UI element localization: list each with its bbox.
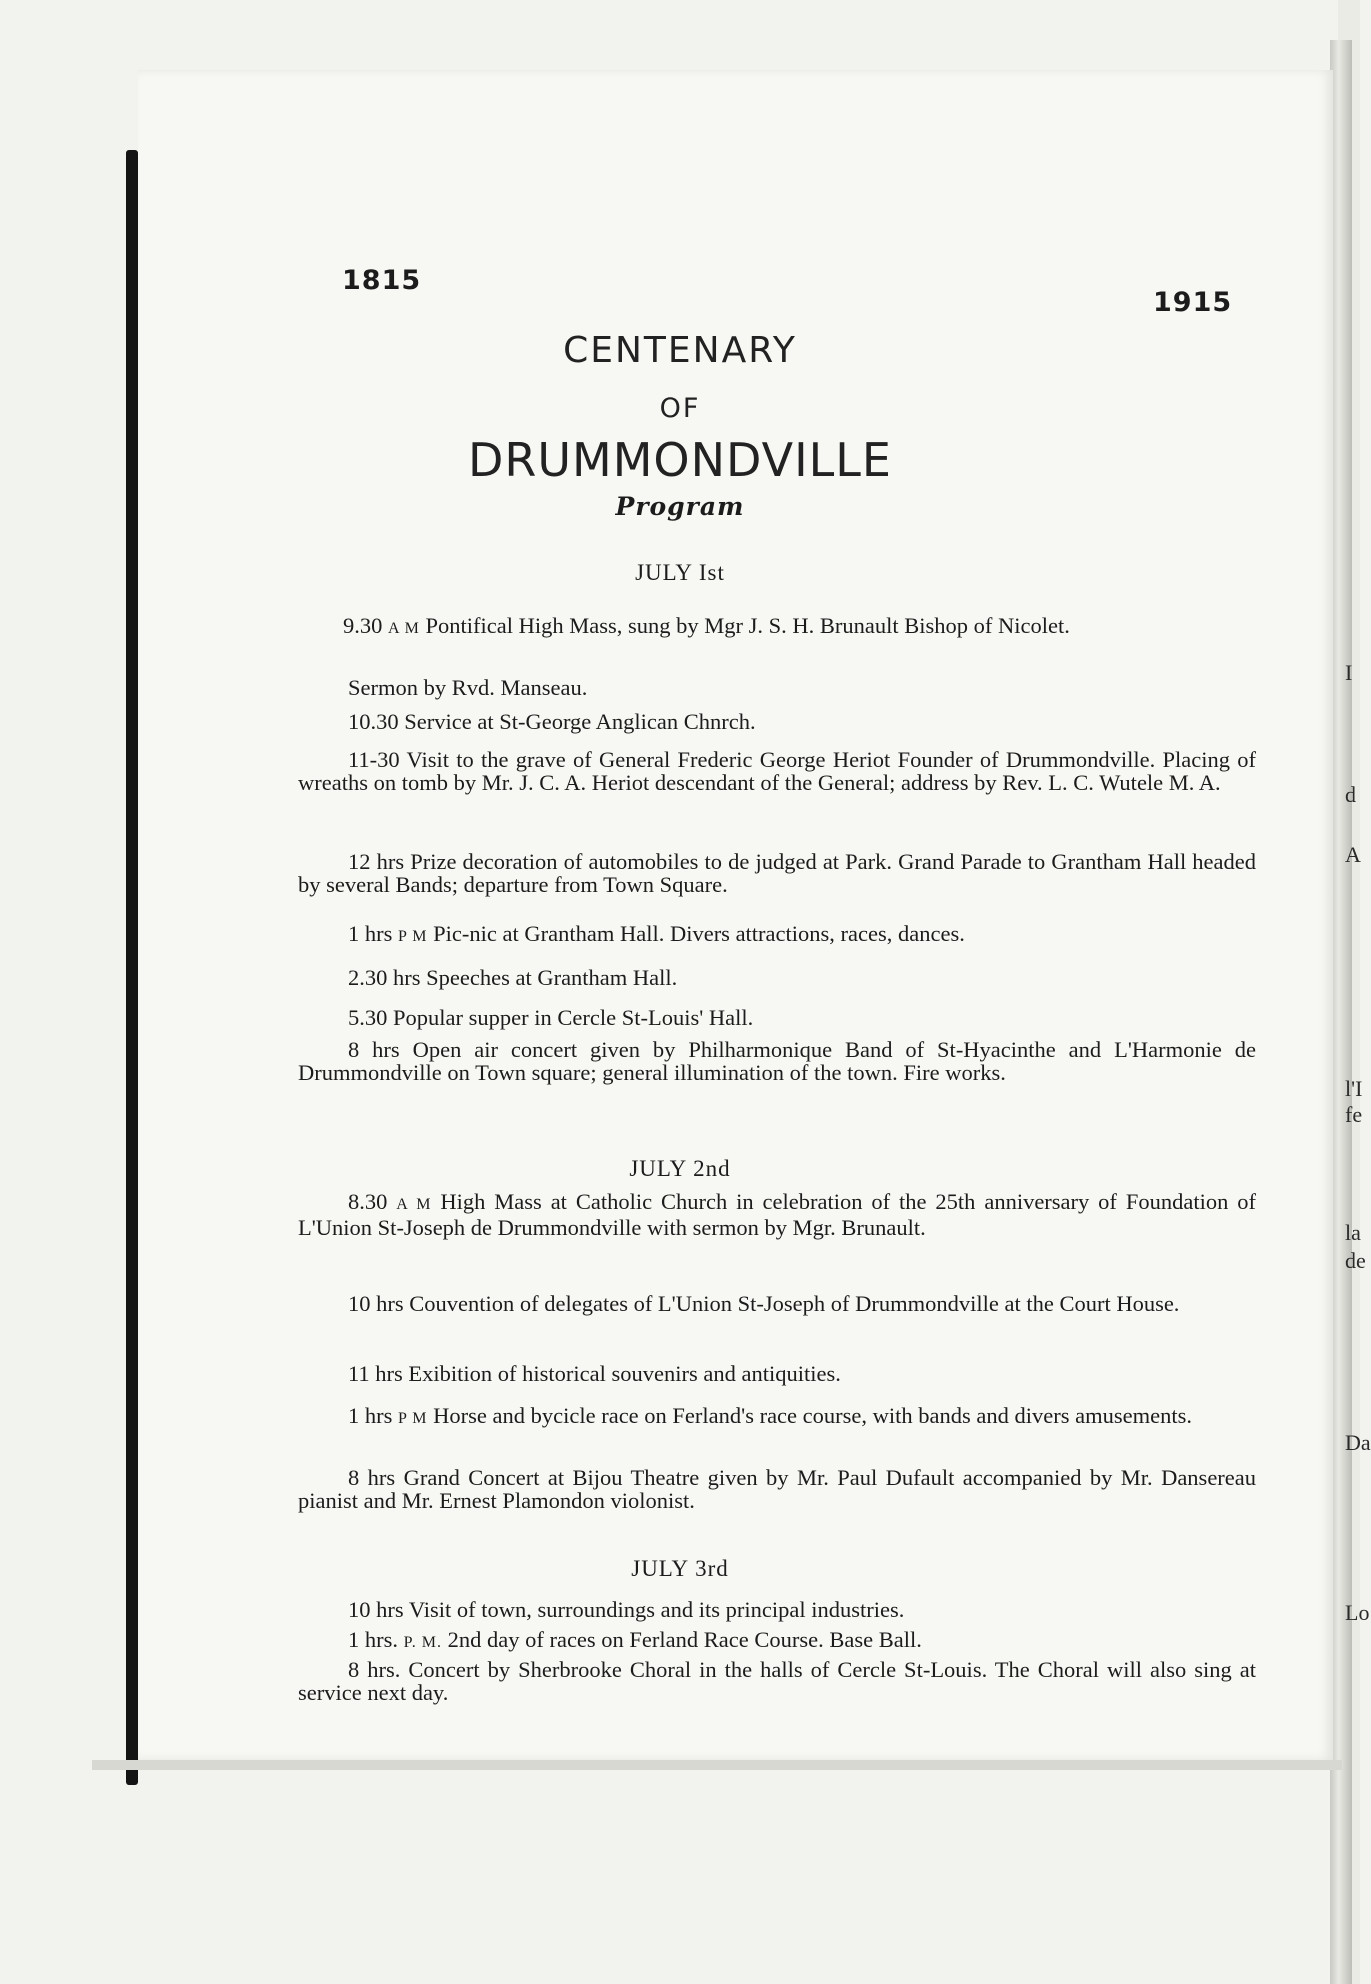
entry-time: 2.30 hrs xyxy=(348,965,421,990)
program-entry xyxy=(298,1362,1256,1385)
program-entry xyxy=(298,850,1256,896)
entry-text: Concert by Sherbrooke Choral in the halls of Cercle St-Louis. The Choral will also sing at service next day. xyxy=(298,1657,1257,1705)
program-entry xyxy=(298,748,1256,794)
program-entry xyxy=(298,1466,1256,1512)
entry-time: 8 hrs xyxy=(348,1465,396,1490)
entry-text: Horse and bycicle race on Ferland's race course, with bands and divers amusements. xyxy=(433,1403,1192,1428)
entry-text: Pontifical High Mass, sung by Mgr J. S. H. Brunault Bishop of Nicolet. xyxy=(425,613,1070,638)
entry-time: 12 hrs xyxy=(348,849,405,874)
entry-text: Prize decoration of automobiles to de judged at Park. Grand Parade to Grantham Hall headed by several Bands; departure from Town Square. xyxy=(298,849,1257,897)
edge-fragment: d xyxy=(1345,782,1356,807)
entry-time: 1 hrs xyxy=(348,921,393,946)
entry-text: Couvention of delegates of L'Union St-Joseph of Drummondville at the Court House. xyxy=(409,1291,1180,1316)
entry-text: High Mass at Catholic Church in celebration of the 25th anniversary of Foundation of L'Union St-Joseph de Drummondville with sermon by Mgr. Brunault. xyxy=(298,1189,1256,1240)
day-heading-july-2: JULY 2nd xyxy=(629,1156,731,1181)
entry-marker: P M xyxy=(398,928,428,945)
page-bottom-edge xyxy=(92,1760,1342,1770)
program-entry xyxy=(298,1598,1256,1621)
program-entry xyxy=(298,1658,1256,1704)
title-drummondville: DRUMMONDVILLE xyxy=(467,433,892,487)
entry-text: Pic-nic at Grantham Hall. Divers attractions, races, dances. xyxy=(433,921,965,946)
entry-marker: A M xyxy=(388,620,420,637)
entry-marker: P. M. xyxy=(403,1634,442,1651)
program-entry xyxy=(298,922,1256,948)
entry-marker: P M xyxy=(398,1410,428,1427)
program-entry xyxy=(298,1292,1256,1315)
program-entry xyxy=(298,1038,1256,1084)
year-left: 1815 xyxy=(342,265,422,296)
entry-marker: A M xyxy=(396,1196,432,1213)
day-heading-july-1: JULY Ist xyxy=(635,560,725,585)
entry-time: 1 hrs xyxy=(348,1403,393,1428)
entry-text: Grand Concert at Bijou Theatre given by Mr. Paul Dufault accompanied by Mr. Dansereau pianist and Mr. Ernest Plamondon violonist. xyxy=(298,1465,1257,1513)
edge-fragment: l'I xyxy=(1345,1076,1363,1101)
entry-text: Popular supper in Cercle St-Louis' Hall. xyxy=(393,1005,754,1030)
subtitle-program: Program xyxy=(615,492,745,521)
program-entry xyxy=(298,1404,1256,1430)
edge-fragment: Da xyxy=(1345,1430,1371,1455)
program-entry xyxy=(298,1190,1256,1239)
title-of: OF xyxy=(659,393,701,424)
program-entry xyxy=(298,676,1256,699)
entry-text: Open air concert given by Philharmonique Band of St-Hyacinthe and L'Harmonie de Drummondville on Town square; general illumination of the town. Fire works. xyxy=(298,1037,1257,1085)
program-entry xyxy=(298,1628,1256,1654)
entry-text: Service at St-George Anglican Chnrch. xyxy=(404,709,756,734)
edge-fragment: la xyxy=(1345,1220,1361,1245)
entry-time: 5.30 xyxy=(348,1005,388,1030)
entry-text: Visit of town, surroundings and its principal industries. xyxy=(408,1597,905,1622)
entry-time: 11 hrs xyxy=(348,1361,403,1386)
entry-time: 10 hrs xyxy=(348,1291,404,1316)
entry-time: 8.30 xyxy=(348,1189,388,1214)
entry-time: 1 hrs. xyxy=(348,1627,398,1652)
year-right: 1915 xyxy=(1153,287,1233,318)
entry-time: 9.30 xyxy=(343,613,383,638)
program-entry xyxy=(298,614,1256,640)
entry-time: 8 hrs. xyxy=(348,1657,401,1682)
entry-time: 11-30 xyxy=(348,747,400,772)
entry-text: Exibition of historical souvenirs and antiquities. xyxy=(408,1361,841,1386)
edge-fragment: Lo xyxy=(1345,1600,1370,1625)
entry-time: 8 hrs xyxy=(348,1037,400,1062)
entry-text: Sermon by Rvd. Manseau. xyxy=(348,675,588,700)
program-entry xyxy=(298,966,1256,989)
entry-time: 10.30 xyxy=(348,709,399,734)
entry-text: 2nd day of races on Ferland Race Course. Base Ball. xyxy=(447,1627,922,1652)
program-entry xyxy=(298,710,1256,733)
entry-text: Speeches at Grantham Hall. xyxy=(426,965,678,990)
entry-text: Visit to the grave of General Frederic George Heriot Founder of Drummondville. Placing of wreaths on tomb by Mr. J. C. A. Heriot descendant of the General; address by Rev. L. C. Wutele M. A. xyxy=(298,747,1256,795)
edge-fragment: fe xyxy=(1345,1102,1363,1127)
edge-fragment: de xyxy=(1345,1248,1366,1273)
title-centenary: CENTENARY xyxy=(563,330,797,371)
entry-time: 10 hrs xyxy=(348,1597,404,1622)
day-heading-july-3: JULY 3rd xyxy=(631,1556,729,1581)
edge-fragment: I xyxy=(1345,660,1353,685)
program-entry xyxy=(298,1006,1256,1029)
edge-fragment: A xyxy=(1345,842,1361,867)
